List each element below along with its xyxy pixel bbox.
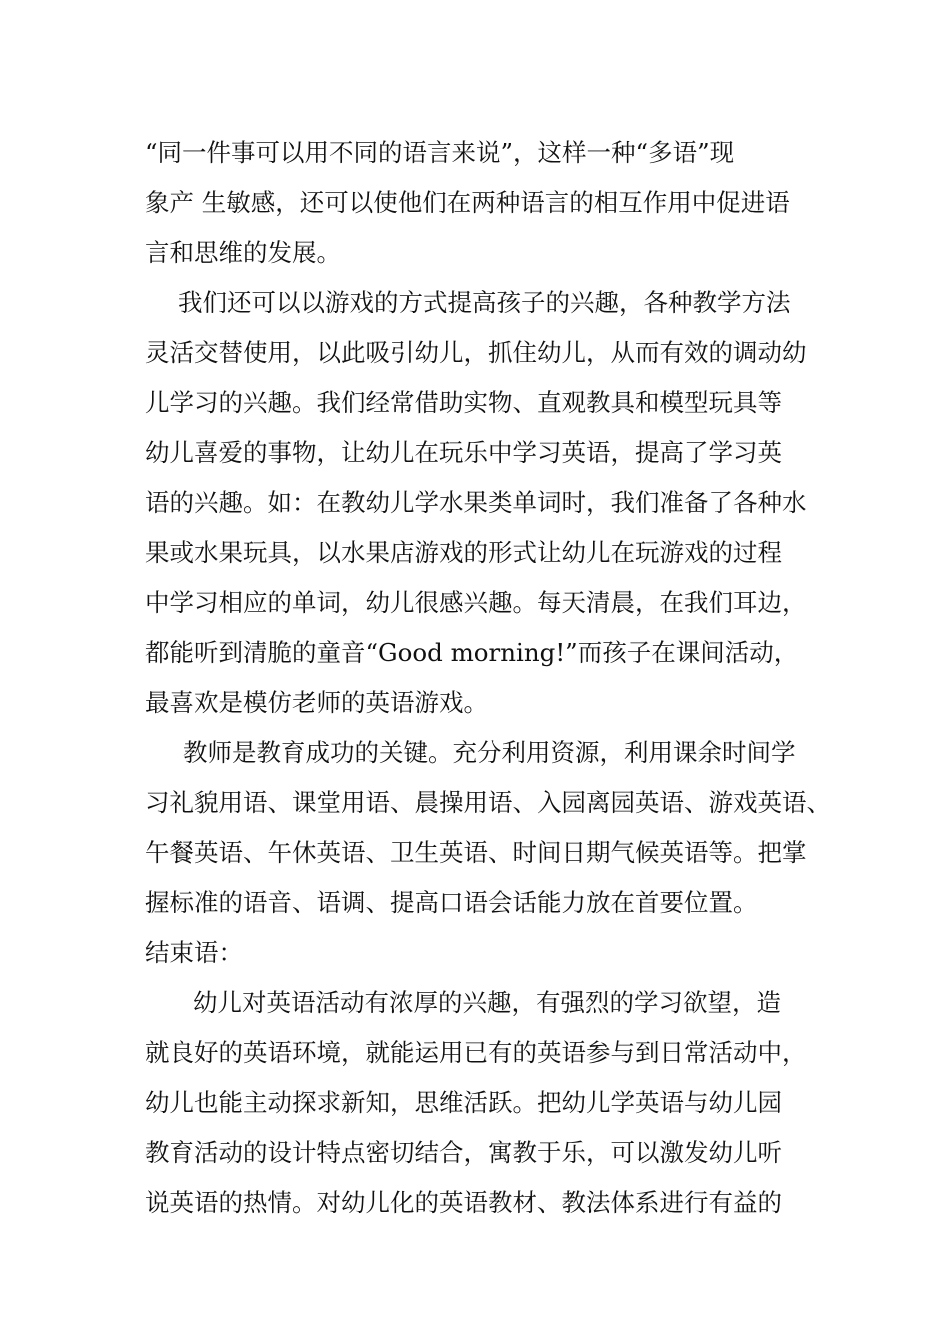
text-line: 中学习相应的单词，幼儿很感兴趣。每天清晨，在我们耳边， (145, 588, 807, 617)
text-line: 习礼貌用语、课堂用语、晨操用语、入园离园英语、游戏英语、 (145, 788, 831, 817)
text-line: 幼儿喜爱的事物，让幼儿在玩乐中学习英语，提高了学习英 (145, 438, 782, 467)
section-heading-conclusion (145, 928, 807, 978)
text-line: 灵活交替使用，以此吸引幼儿，抓住幼儿，从而有效的调动幼 (145, 338, 807, 367)
text-line: 握标准的语音、语调、提高口语会话能力放在首要位置。 (145, 888, 758, 917)
text-line: 言和思维的发展。 (145, 238, 341, 267)
text-line: 儿学习的兴趣。我们经常借助实物、直观教具和模型玩具等 (145, 388, 782, 417)
text-line: “同一件事可以用不同的语言来说”，这样一种“多语”现 (145, 138, 735, 167)
paragraph-teachers (145, 728, 831, 928)
text-line: 我们还可以以游戏的方式提高孩子的兴趣，各种教学方法 (178, 288, 791, 317)
document-body (145, 128, 831, 1228)
text-line: 幼儿对英语活动有浓厚的兴趣，有强烈的学习欲望，造 (193, 988, 781, 1017)
text-line: 最喜欢是模仿老师的英语游戏。 (145, 688, 488, 717)
heading-line: 结束语： (145, 938, 243, 967)
text-line: 象产 生敏感，还可以使他们在两种语言的相互作用中促进语 (145, 188, 790, 217)
text-line: 教师是教育成功的关键。充分利用资源，利用课余时间学 (183, 738, 796, 767)
text-line: 都能听到清脆的童音“Good morning!”而孩子在课间活动， (145, 638, 799, 667)
paragraph-conclusion (145, 978, 807, 1228)
text-line: 就良好的英语环境，就能运用已有的英语参与到日常活动中， (145, 1038, 807, 1067)
text-line: 教育活动的设计特点密切结合，寓教于乐，可以激发幼儿听 (145, 1138, 782, 1167)
text-line: 幼儿也能主动探求新知，思维活跃。把幼儿学英语与幼儿园 (145, 1088, 782, 1117)
text-line: 果或水果玩具，以水果店游戏的形式让幼儿在玩游戏的过程 (145, 538, 782, 567)
text-line: 午餐英语、午休英语、卫生英语、时间日期气候英语等。把掌 (145, 838, 807, 867)
paragraph-multilingual (145, 128, 807, 278)
text-line: 说英语的热情。对幼儿化的英语教材、教法体系进行有益的 (145, 1188, 782, 1217)
text-line: 语的兴趣。如：在教幼儿学水果类单词时，我们准备了各种水 (145, 488, 807, 517)
paragraph-games (145, 278, 807, 728)
